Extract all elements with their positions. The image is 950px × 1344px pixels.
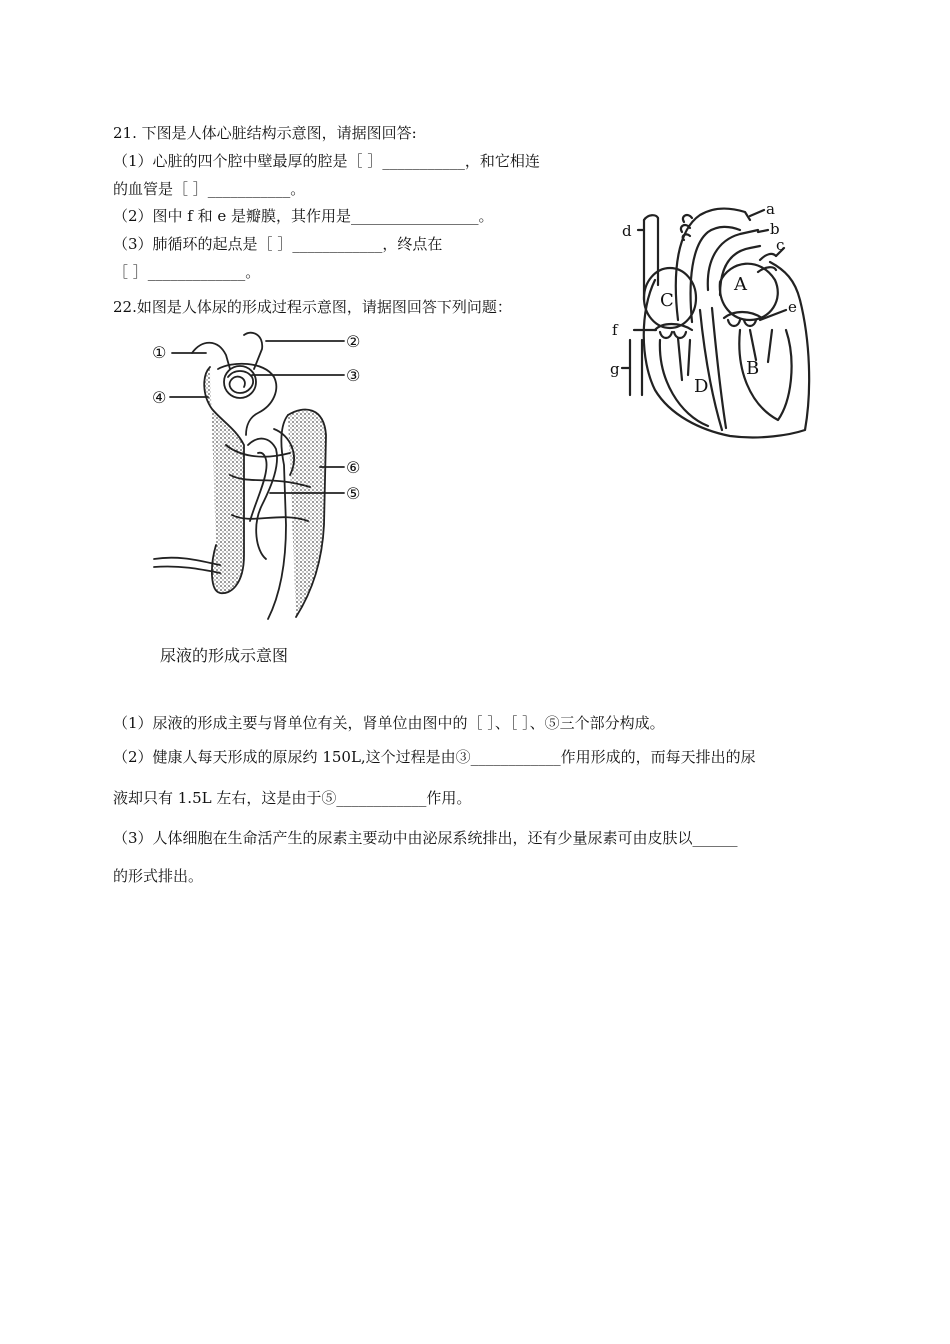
heart-label-C: C	[660, 290, 674, 311]
heart-label-b: b	[770, 220, 780, 238]
marker-5: ⑤	[346, 484, 361, 503]
q21-part3-line2: ［ ］_____________。	[113, 263, 261, 281]
q22-part2-line1: （2）健康人每天形成的原尿约 150L,这个过程是由③____________作用形成的，而每天排出的尿	[113, 748, 756, 766]
heart-label-A: A	[734, 274, 747, 295]
heart-label-B: B	[746, 358, 760, 379]
heart-label-d: d	[622, 222, 632, 240]
marker-2: ②	[346, 332, 361, 351]
marker-4: ④	[152, 388, 167, 407]
q22-part3-line1: （3）人体细胞在生命活产生的尿素主要动中由泌尿系统排出，还有少量尿素可由皮肤以______	[113, 829, 738, 847]
q22-part2-line2: 液却只有 1.5L 左右，这是由于⑤____________作用。	[113, 789, 472, 807]
heart-label-e: e	[788, 298, 797, 316]
q22-part1: （1）尿液的形成主要与肾单位有关，肾单位由图中的［ ］、［ ］、⑤三个部分构成。	[113, 714, 665, 732]
heart-diagram	[600, 190, 820, 455]
q21-part1-line1: （1）心脏的四个腔中壁最厚的腔是［ ］___________，和它相连	[113, 152, 540, 170]
marker-1: ①	[152, 343, 167, 362]
q21-title: 21. 下图是人体心脏结构示意图，请据图回答:	[113, 124, 417, 142]
heart-label-c: c	[776, 236, 785, 254]
q21-part2: （2）图中 f 和 e 是瓣膜，其作用是_________________。	[113, 207, 494, 225]
marker-6: ⑥	[346, 458, 361, 477]
q21-part1-line2: 的血管是［ ］___________。	[113, 180, 306, 198]
q21-part3-line1: （3）肺循环的起点是［ ］____________，终点在	[113, 235, 443, 253]
q22-part3-line2: 的形式排出。	[113, 867, 204, 885]
q22-title: 22.如图是人体尿的形成过程示意图，请据图回答下列问题：	[113, 298, 512, 316]
heart-label-f: f	[612, 321, 618, 339]
marker-3: ③	[346, 366, 361, 385]
nephron-diagram	[140, 325, 380, 625]
heart-label-g: g	[610, 360, 620, 378]
heart-label-D: D	[694, 376, 709, 397]
heart-label-a: a	[766, 200, 775, 218]
figure-caption: 尿液的形成示意图	[160, 646, 289, 665]
